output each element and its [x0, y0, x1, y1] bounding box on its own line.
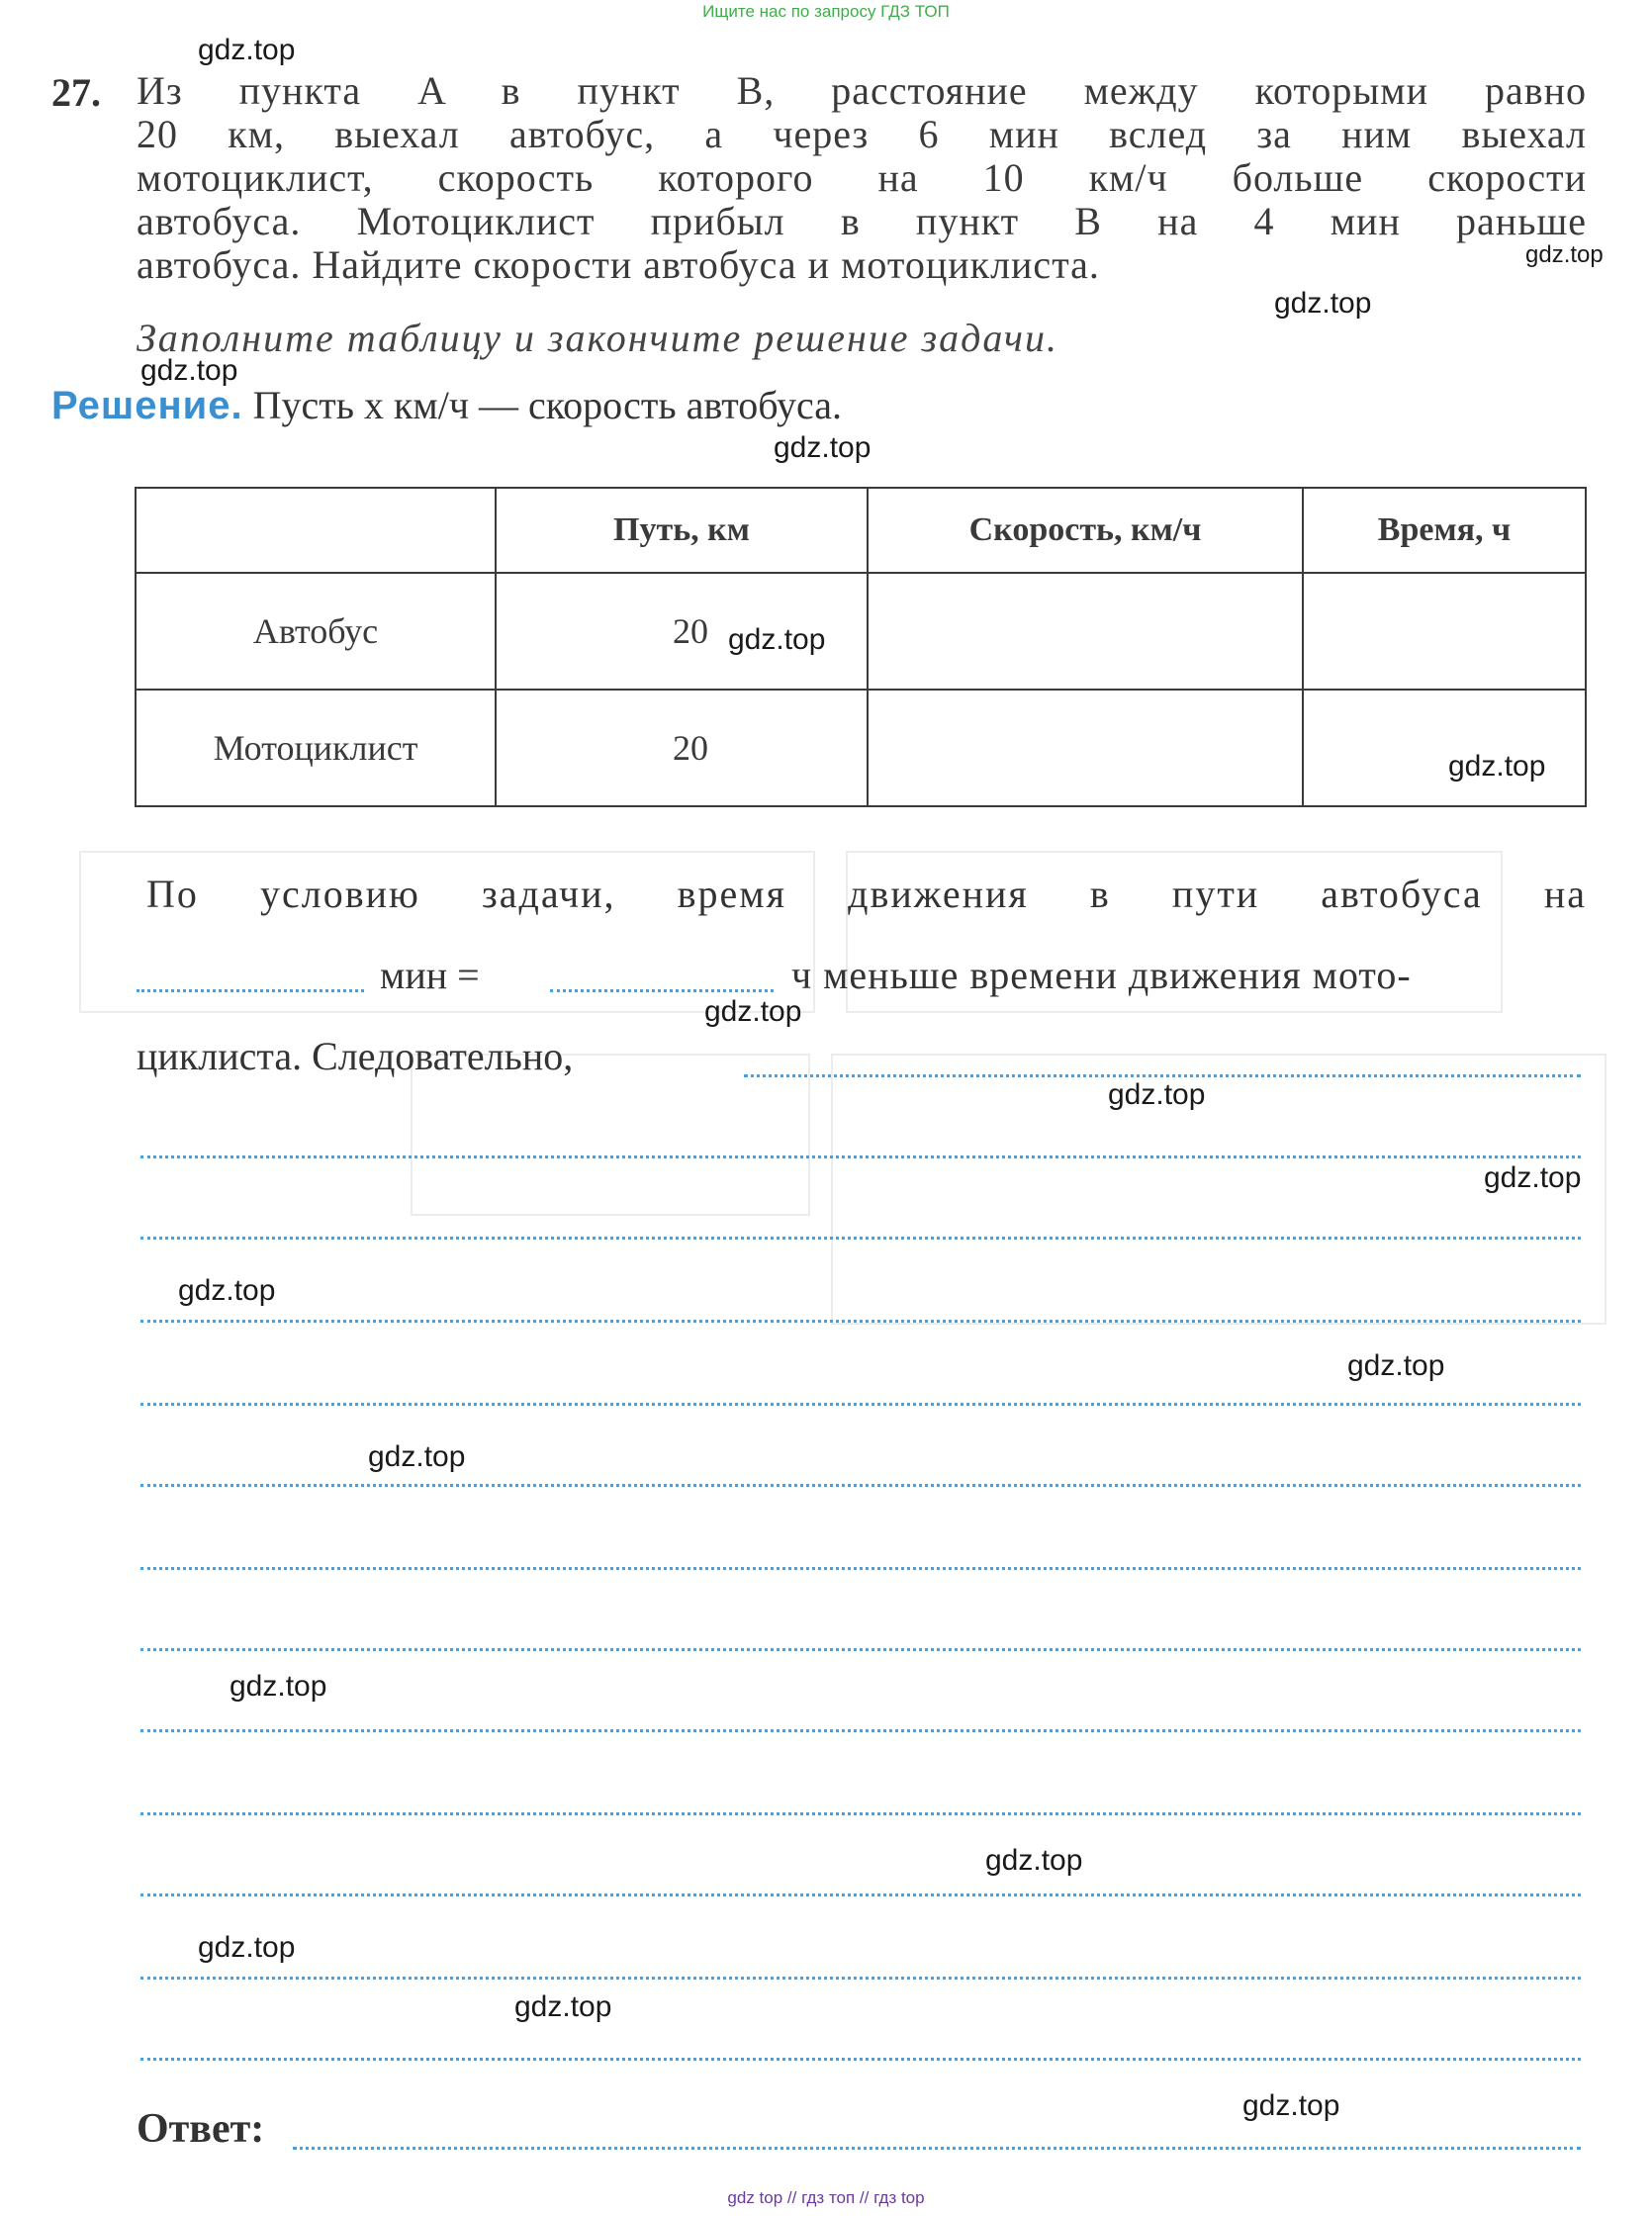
answer-line[interactable] — [140, 1648, 1581, 1651]
answer-line[interactable] — [140, 1320, 1581, 1323]
answer-line[interactable] — [744, 1074, 1581, 1077]
answer-line[interactable] — [140, 1729, 1581, 1732]
watermark: gdz.top — [1347, 1349, 1445, 1382]
time-cell[interactable] — [1303, 690, 1586, 806]
top-banner[interactable]: Ищите нас по запросу ГДЗ ТОП — [702, 2, 950, 21]
problem-line: автобуса. Мотоциклист прибыл в пункт B на 4 мин раньше — [137, 199, 1587, 243]
body-line-2: ч меньше времени движения мото- — [791, 953, 1412, 997]
watermark: gdz.top — [1242, 2089, 1340, 2122]
row-label: Мотоциклист — [136, 690, 496, 806]
answer-line[interactable] — [140, 1812, 1581, 1815]
watermark: gdz.top — [198, 34, 296, 66]
distance-cell: 20 — [496, 573, 868, 690]
table-row — [136, 573, 1586, 690]
watermark: gdz.top — [1108, 1078, 1206, 1111]
blank-minutes[interactable] — [137, 989, 364, 992]
answer-line[interactable] — [140, 1893, 1581, 1896]
table-header — [136, 488, 496, 573]
watermark: gdz.top — [1274, 287, 1372, 320]
speed-cell[interactable] — [868, 573, 1303, 690]
solution-intro — [51, 382, 842, 428]
watermark: gdz.top — [514, 1990, 612, 2023]
blank-hours[interactable] — [550, 989, 774, 992]
bottom-banner[interactable]: gdz top // гдз топ // гдз top — [727, 2188, 925, 2207]
problem-number: 27. — [51, 70, 101, 115]
solution-text: Пусть x км/ч — скорость автобуса. — [252, 383, 843, 427]
table-header: Время, ч — [1303, 488, 1586, 573]
table-header: Путь, км — [496, 488, 868, 573]
answer-line[interactable] — [140, 2058, 1581, 2061]
body-line-3: циклиста. Следовательно, — [137, 1034, 574, 1078]
answer-line[interactable] — [140, 1977, 1581, 1980]
problem-line: мотоциклист, скорость которого на 10 км/ч больше скорости — [137, 155, 1587, 200]
solution-label: Решение. — [51, 384, 243, 427]
answer-label: Ответ: — [137, 2106, 265, 2152]
answer-line[interactable] — [293, 2147, 1581, 2150]
instruction: Заполните таблицу и закончите решение задачи. — [137, 316, 1058, 360]
problem-line: 20 км, выехал автобус, а через 6 мин вслед за ним выехал — [137, 112, 1587, 156]
watermark: gdz.top — [985, 1844, 1083, 1877]
watermark: gdz.top — [1525, 241, 1604, 268]
motion-table — [135, 487, 1587, 807]
table-header-row — [136, 488, 1586, 573]
problem-line: Из пункта A в пункт B, расстояние между которыми равно — [137, 68, 1587, 113]
watermark: gdz.top — [229, 1670, 327, 1703]
watermark: gdz.top — [728, 623, 826, 656]
answer-line[interactable] — [140, 1155, 1581, 1158]
watermark: gdz.top — [198, 1931, 296, 1964]
watermark: gdz.top — [1448, 750, 1546, 783]
problem-line: автобуса. Найдите скорости автобуса и мотоциклиста. — [137, 242, 1100, 287]
distance-cell: 20 — [496, 690, 868, 806]
speed-cell[interactable] — [868, 690, 1303, 806]
watermark: gdz.top — [774, 431, 872, 464]
table-row — [136, 690, 1586, 806]
time-cell[interactable] — [1303, 573, 1586, 690]
watermark: gdz.top — [140, 354, 238, 387]
body-line-1: По условию задачи, время движения в пути автобуса на — [146, 872, 1587, 916]
table-header: Скорость, км/ч — [868, 488, 1303, 573]
answer-line[interactable] — [140, 1403, 1581, 1406]
watermark: gdz.top — [368, 1440, 466, 1473]
answer-line[interactable] — [140, 1237, 1581, 1240]
watermark: gdz.top — [704, 995, 802, 1028]
answer-line[interactable] — [140, 1567, 1581, 1570]
minutes-label: мин = — [380, 953, 480, 997]
row-label: Автобус — [136, 573, 496, 690]
answer-line[interactable] — [140, 1484, 1581, 1487]
watermark: gdz.top — [178, 1274, 276, 1307]
watermark: gdz.top — [1484, 1161, 1582, 1194]
